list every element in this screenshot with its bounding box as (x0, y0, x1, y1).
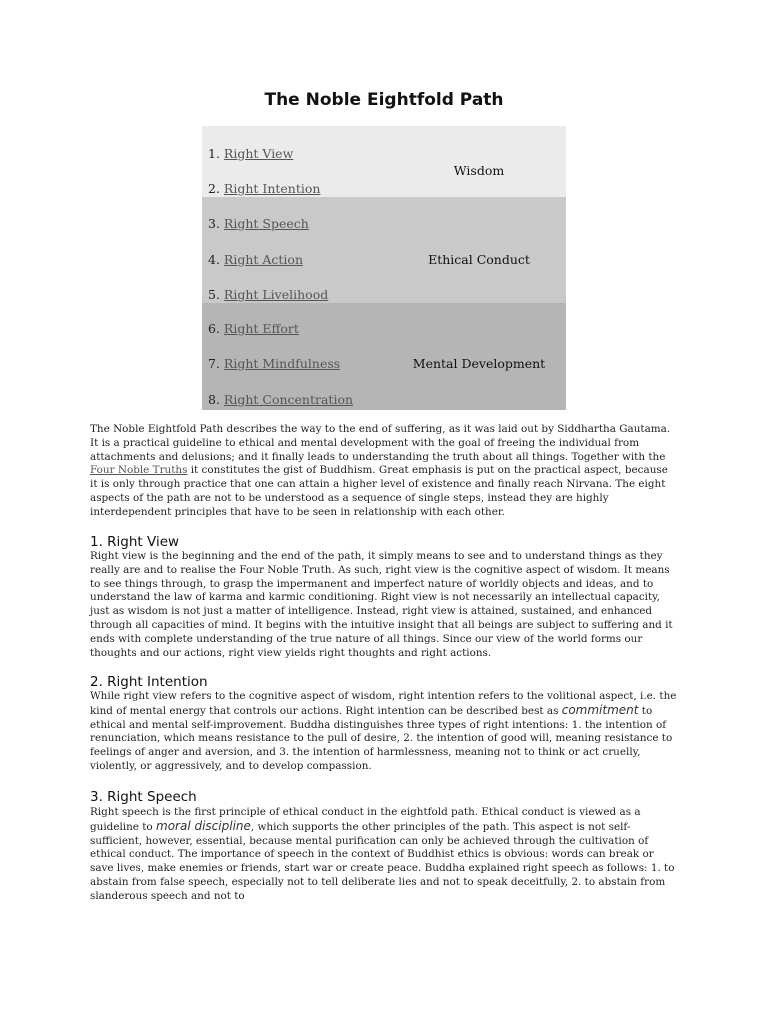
heading-right-speech: 3. Right Speech (90, 789, 197, 805)
group-ethical-conduct (202, 197, 566, 303)
link-right-concentration[interactable]: Right Concentration (223, 392, 354, 407)
emphasis-moral-discipline: moral discipline (156, 818, 251, 833)
step-right-action: 4. Right Action (208, 252, 304, 267)
page-title: The Noble Eightfold Path (264, 90, 504, 110)
step-right-view: 1. Right View (208, 146, 294, 161)
intro-paragraph: The Noble Eightfold Path describes the way to the end of suffering, as it was laid out by Siddhartha Gautama. It is a practical guideline to ethical and mental development with the goal of freeing the individual from attachments and delusions; and it finally leads to understanding the truth about all things. Together with the Four Noble Truths it constitutes the gist of Buddhism. Great emphasis is put on the practical aspect, because it is only through practice that one can attain a higher level of existence and finally reach Nirvana. The eight aspects of the path are not to be understood as a sequence of single steps, instead they are highly interdependent principles that have to be seen in relationship with each other. (90, 423, 671, 518)
step-right-intention: 2. Right Intention (208, 181, 321, 196)
link-right-speech[interactable]: Right Speech (223, 216, 309, 231)
link-right-mindfulness[interactable]: Right Mindfulness (223, 356, 341, 371)
eightfold-path-table (202, 126, 566, 410)
step-right-speech: 3. Right Speech (208, 216, 309, 231)
heading-right-intention: 2. Right Intention (90, 674, 208, 690)
group-mental-development (202, 303, 566, 410)
paragraph-right-intention: While right view refers to the cognitive aspect of wisdom, right intention refers to the volitional aspect, i.e. the kind of mental energy that controls our actions. Right intention can be described best as commitment to ethical and mental self-improvement. Buddha distinguishes three types of right intentions: 1. the intention of renunciation, which means resistance to the pull of desire, 2. the intention of good will, meaning resistance to feelings of anger and aversion, and 3. the intention of harmlessness, meaning not to think or act cruelly, violently, or aggressively, and to develop compassion. (90, 690, 677, 772)
step-right-effort: 6. Right Effort (208, 321, 299, 336)
link-right-action[interactable]: Right Action (223, 252, 304, 267)
link-right-effort[interactable]: Right Effort (223, 321, 299, 336)
category-ethical-conduct: Ethical Conduct (428, 252, 530, 267)
step-right-livelihood: 5. Right Livelihood (208, 287, 329, 302)
link-right-livelihood[interactable]: Right Livelihood (223, 287, 329, 302)
step-right-concentration: 8. Right Concentration (208, 392, 354, 407)
emphasis-commitment: commitment (561, 702, 639, 717)
category-wisdom: Wisdom (453, 163, 505, 178)
link-right-intention[interactable]: Right Intention (223, 181, 321, 196)
step-right-mindfulness: 7. Right Mindfulness (208, 356, 341, 371)
group-wisdom (202, 126, 566, 197)
link-four-noble-truths[interactable]: Four Noble Truths (90, 464, 188, 477)
paragraph-right-view: Right view is the beginning and the end of the path, it simply means to see and to understand things as they really are and to realise the Four Noble Truth. As such, right view is the cognitive aspect of wisdom. It means to see things through, to grasp the impermanent and imperfect nature of worldly objects and ideas, and to understand the law of karma and karmic conditioning. Right view is not necessarily an intellectual capacity, just as wisdom is not just a matter of intelligence. Instead, right view is attained, sustained, and enhanced through all capacities of mind. It begins with the intuitive insight that all beings are subject to suffering and it ends with complete understanding of the true nature of all things. Since our view of the world forms our thoughts and our actions, right view yields right thoughts and right actions. (90, 550, 673, 659)
paragraph-right-speech: Right speech is the first principle of ethical conduct in the eightfold path. Ethical conduct is viewed as a guideline to moral discipline, which supports the other principles of the path. This aspect is not self-sufficient, however, essential, because mental purification can only be achieved through the cultivation of ethical conduct. The importance of speech in the context of Buddhist ethics is obvious: words can break or save lives, make enemies or friends, start war or create peace. Buddha explained right speech as follows: 1. to abstain from false speech, especially not to tell deliberate lies and not to speak deceitfully, 2. to abstain from slanderous speech and not to (90, 806, 675, 902)
category-mental-development: Mental Development (412, 356, 546, 371)
heading-right-view: 1. Right View (90, 534, 180, 550)
link-right-view[interactable]: Right View (223, 146, 294, 161)
